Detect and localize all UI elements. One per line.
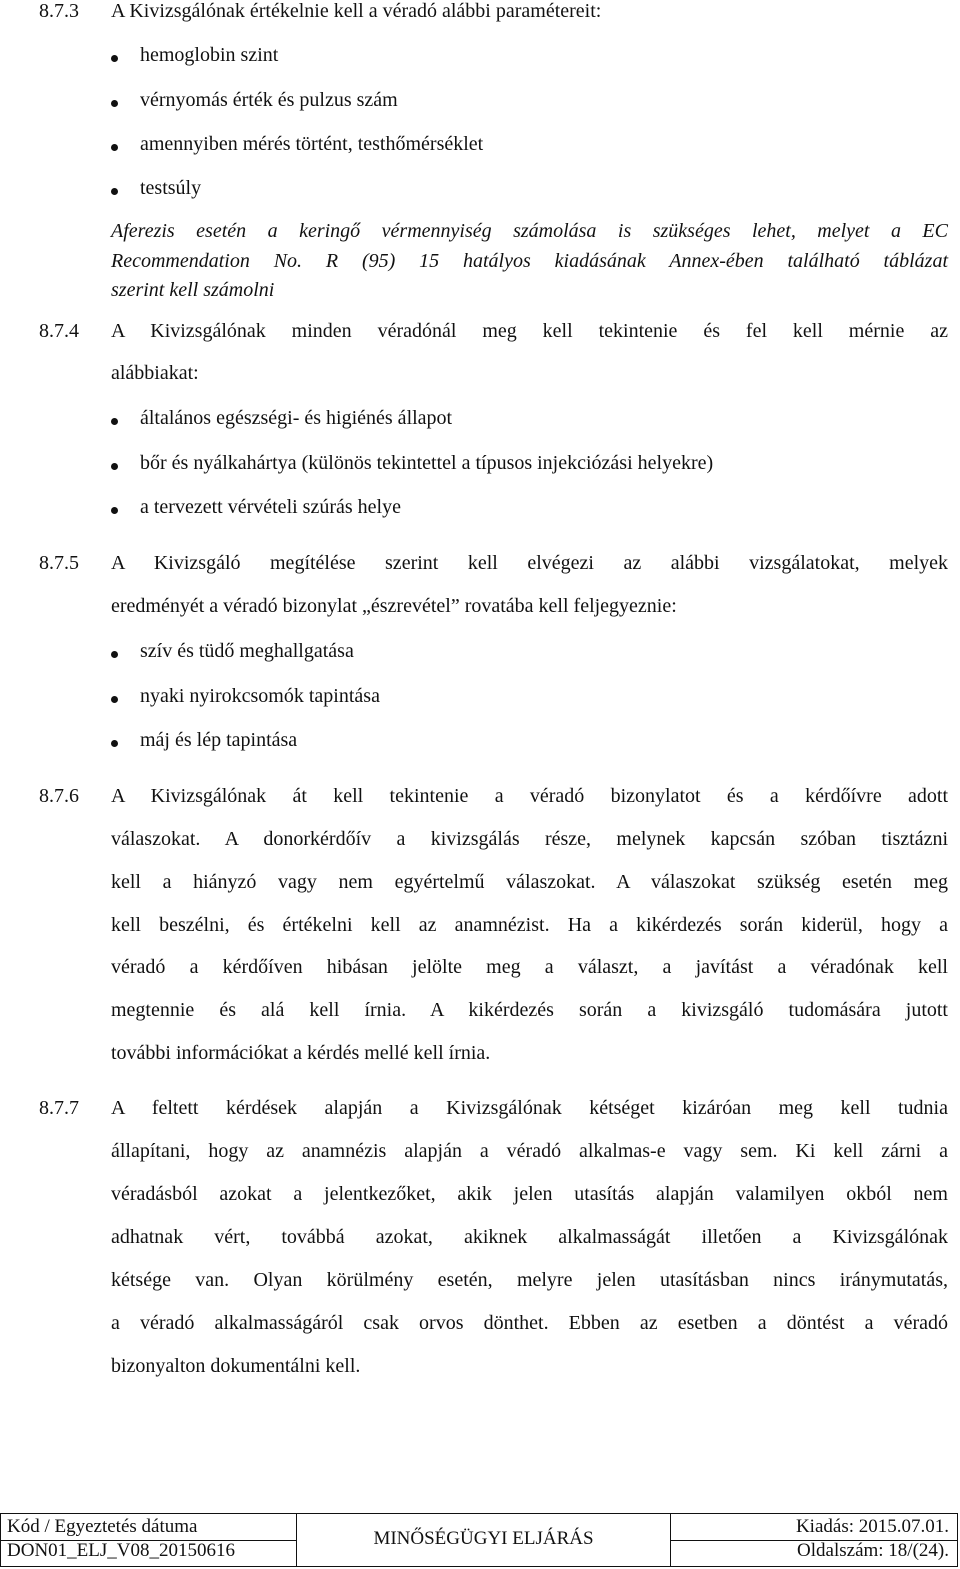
paragraph-line: bizonyalton dokumentálni kell. bbox=[111, 1355, 361, 1377]
paragraph-line: véradó a kérdőíven hibásan jelölte meg a választ, a javítást a véradónak kell bbox=[111, 956, 948, 978]
bullet-icon bbox=[111, 188, 118, 195]
bullet-icon bbox=[111, 463, 118, 470]
section-number: 8.7.3 bbox=[39, 0, 79, 22]
bullet-icon bbox=[111, 740, 118, 747]
italic-note-line: Recommendation No. R (95) 15 hatályos kiadásának Annex-ében található táblázat bbox=[111, 250, 948, 272]
italic-note-line: szerint kell számolni bbox=[111, 279, 275, 301]
paragraph-line: alábbiakat: bbox=[111, 362, 199, 384]
bullet-icon bbox=[111, 651, 118, 658]
paragraph-line: A Kivizsgáló megítélése szerint kell elvégezi az alábbi vizsgálatokat, melyek bbox=[111, 552, 948, 574]
footer-issue-cell bbox=[671, 1514, 957, 1566]
paragraph-line: eredményét a véradó bizonylat „észrevétel” rovatába kell feljegyeznie: bbox=[111, 595, 677, 617]
footer-code-label: Kód / Egyeztetés dátuma bbox=[7, 1516, 198, 1537]
paragraph-line: további információkat a kérdés mellé kell írnia. bbox=[111, 1042, 491, 1064]
section-number: 8.7.4 bbox=[39, 320, 79, 342]
document-page: 8.7.3 A Kivizsgálónak értékelnie kell a véradó alábbi paramétereit: hemoglobin szint vérnyomás érték és pulzus szám amennyiben mérés történt, testhőmérséklet testsúly Aferezis esetén a keringő vérmennyiség számolása is szükséges lehet, melyet a EC Recommendation No. R (95) 15 hatályos kiadásának Annex-ében található táblázat szerint kell számolni 8.7.4 A Kivizsgálónak minden véradónál meg kell tekintenie és fel kell mérnie az alábbiakat: általános egészségi- és higiénés állapot bőr és nyálkahártya (különös tekintettel a típusos injekciózási helyekre) a tervezett vérvételi szúrás helye 8.7.5 A Kivizsgáló megítélése szerint kell elvégezi az alábbi vizsgálatokat, melyek eredményét a véradó bizonylat „észrevétel” rovatába kell feljegyeznie: szív és tüdő meghallgatása nyaki nyirokcsomók tapintása máj és lép tapintása 8.7.6 A Kivizsgálónak át kell tekintenie a véradó bizonylatot és a kérdőívre adott válaszokat. A donorkérdőív a kivizsgálás része, melynek kapcsán szóban tisztázni kell a hiányzó vagy nem egyértelmű válaszokat. A válaszokat szükség esetén meg kell beszélni, és értékelni kell az anamnézist. Ha a kikérdezés során kiderül, hogy a véradó a kérdőíven hibásan jelölte meg a választ, a javítást a véradónak kell megtennie és alá kell írnia. A kikérdezés során a kivizsgáló tudomására jutott további információkat a kérdés mellé kell írnia. 8.7.7 A feltett kérdések alapján a Kivizsgálónak kétséget kizáróan meg kell tudnia állapítani, hogy az anamnézis alapján a véradó alkalmas-e vagy sem. Ki kell zárni a véradásból azokat a jelentkezőket, akik jelen utasítás alapján valamilyen okból nem adhatnak vért, továbbá azokat, akiknek alkalmasságát illetően a Kivizsgálónak kétsége van. Olyan körülmény esetén, melyre jelen utasításban nincs iránymutatás, a véradó alkalmasságáról csak orvos dönthet. Ebben az esetben a döntést a véradó bizonyalton dokumentálni kell. Kód / Egyeztetés dátuma DON01_ELJ_V08_20150616 MINŐSÉGÜGYI ELJÁRÁS Kiadás: 2015.07.01. Oldalszám: 18/(24). bbox=[0, 0, 960, 1569]
section-number: 8.7.5 bbox=[39, 552, 79, 574]
paragraph-line: A Kivizsgálónak át kell tekintenie a véradó bizonylatot és a kérdőívre adott bbox=[111, 785, 948, 807]
bullet-icon bbox=[111, 507, 118, 514]
paragraph-line: A Kivizsgálónak minden véradónál meg kell tekintenie és fel kell mérnie az bbox=[111, 320, 948, 342]
paragraph-line: állapítani, hogy az anamnézis alapján a véradó alkalmas-e vagy sem. Ki kell zárni a bbox=[111, 1140, 948, 1162]
bullet-icon bbox=[111, 696, 118, 703]
paragraph-line: megtennie és alá kell írnia. A kikérdezés során a kivizsgáló tudomására jutott bbox=[111, 999, 948, 1021]
paragraph-line: a véradó alkalmasságáról csak orvos dönthet. Ebben az esetben a döntést a véradó bbox=[111, 1312, 948, 1334]
section-number: 8.7.7 bbox=[39, 1097, 79, 1119]
paragraph-line: válaszokat. A donorkérdőív a kivizsgálás része, melynek kapcsán szóban tisztázni bbox=[111, 828, 948, 850]
footer-code-cell bbox=[1, 1514, 297, 1566]
paragraph-line: A feltett kérdések alapján a Kivizsgálónak kétséget kizáróan meg kell tudnia bbox=[111, 1097, 948, 1119]
footer-title: MINŐSÉGÜGYI ELJÁRÁS bbox=[373, 1528, 594, 1549]
footer-page-number: Oldalszám: 18/(24). bbox=[797, 1540, 949, 1561]
bullet-icon bbox=[111, 100, 118, 107]
footer-code-value: DON01_ELJ_V08_20150616 bbox=[7, 1540, 235, 1561]
page-footer bbox=[0, 1513, 958, 1567]
section-heading: A Kivizsgálónak értékelnie kell a véradó alábbi paramétereit: bbox=[111, 0, 602, 22]
paragraph-line: véradásból azokat a jelentkezőket, akik jelen utasítás alapján valamilyen okból nem bbox=[111, 1183, 948, 1205]
section-number: 8.7.6 bbox=[39, 785, 79, 807]
italic-note-line: Aferezis esetén a keringő vérmennyiség számolása is szükséges lehet, melyet a EC bbox=[111, 220, 948, 242]
footer-title-cell bbox=[297, 1514, 671, 1566]
paragraph-line: adhatnak vért, továbbá azokat, akiknek alkalmasságát illetően a Kivizsgálónak bbox=[111, 1226, 948, 1248]
bullet-icon bbox=[111, 55, 118, 62]
paragraph-line: kell beszélni, és értékelni kell az anamnézist. Ha a kikérdezés során kiderül, hogy a bbox=[111, 914, 948, 936]
footer-issue: Kiadás: 2015.07.01. bbox=[795, 1516, 949, 1537]
paragraph-line: kell a hiányzó vagy nem egyértelmű válaszokat. A válaszokat szükség esetén meg bbox=[111, 871, 948, 893]
bullet-icon bbox=[111, 418, 118, 425]
bullet-icon bbox=[111, 144, 118, 151]
paragraph-line: kétsége van. Olyan körülmény esetén, melyre jelen utasításban nincs iránymutatás, bbox=[111, 1269, 948, 1291]
